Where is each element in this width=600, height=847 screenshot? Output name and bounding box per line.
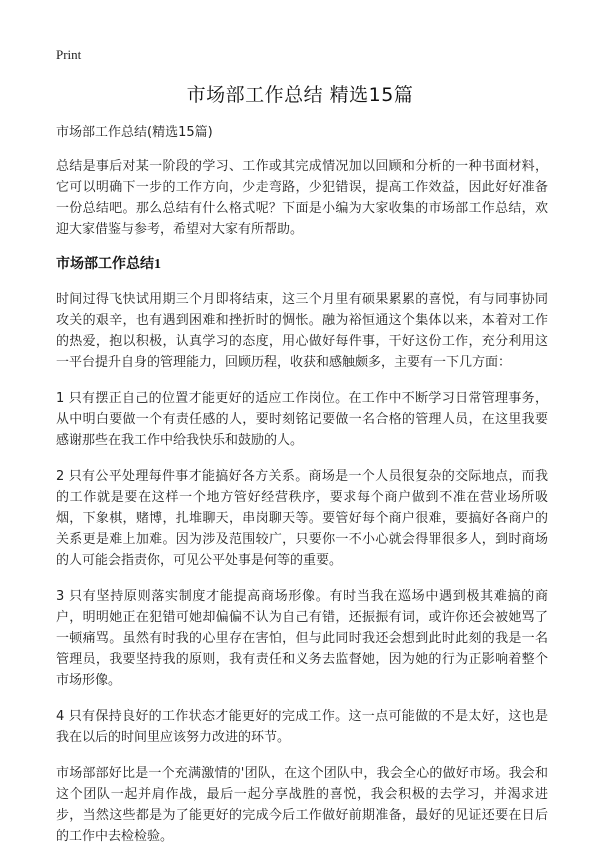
paragraph-point-4: 4 只有保持良好的工作状态才能更好的完成工作。这一点可能做的不是太好，这也是我在以后的时间里应该努力改进的环节。 xyxy=(56,709,548,745)
section-body xyxy=(56,289,548,847)
document-subtitle: 市场部工作总结(精选15篇) xyxy=(56,125,213,140)
section-heading: 市场部工作总结1 xyxy=(56,257,161,272)
page-title: 市场部工作总结 精选15篇 xyxy=(186,84,414,106)
paragraph-point-1: 1 只有摆正自己的位置才能更好的适应工作岗位。在工作中不断学习日常管理事务，从中明白要做一个有责任感的人，要时刻铭记要做一名合格的管理人员，在这里我要感谢那些在我工作中给我快乐和鼓励的人。 xyxy=(56,391,548,448)
print-link[interactable]: Print xyxy=(56,47,82,62)
paragraph-closing: 市场部部好比是一个充满激情的'团队，在这个团队中，我会全心的做好市场。我会和这个团队一起并肩作战，最后一起分享战胜的喜悦，我会积极的去学习，并渴求进步，当然这些都是为了能更好的完成今后工作做好前期准备，最好的见证还要在日后的工作中去检检验。 xyxy=(56,766,548,844)
paragraph-point-3: 3 只有坚持原则落实制度才能提高商场形像。有时当我在巡场中遇到极其难搞的商户，明明她正在犯错可她却偏偏不认为自己有错，还振振有词，或许你还会被她骂了一顿痛骂。虽然有时我的心里存在害怕，但与此同时我还会想到此时此刻的我是一名管理员，我要坚持我的原则，我有责任和义务去监督她，因为她的行为正影响着整个市场形像。 xyxy=(56,589,548,688)
paragraph-point-2: 2 只有公平处理每件事才能搞好各方关系。商场是一个人员很复杂的交际地点，而我的工作就是要在这样一个地方管好经营秩序，要求每个商户做到不准在营业场所吸烟，下象棋，赌博，扎堆聊天，串岗聊天等。要管好每个商户很难，要搞好各商户的关系更是难上加难。因为涉及范围较广，只要你一不小心就会得罪很多人，到时商场的人可能会指责你，可见公平处事是何等的重要。 xyxy=(56,469,548,568)
paragraph-opening: 时间过得飞快试用期三个月即将结束，这三个月里有硕果累累的喜悦，有与同事协同攻关的艰辛，也有遇到困难和挫折时的惆怅。融为裕恒通这个集体以来，本着对工作的热爱，抱以积极，认真学习的态度，用心做好每件事，干好这份工作，充分利用这一平台提升自身的管理能力，回顾历程，收获和感触颇多，主要有一下几方面： xyxy=(56,292,548,370)
intro-paragraph: 总结是事后对某一阶段的学习、工作或其完成情况加以回顾和分析的一种书面材料，它可以明确下一步的工作方向，少走弯路，少犯错误，提高工作效益，因此好好准备一份总结吧。那么总结有什么格式呢？下面是小编为大家收集的市场部工作总结，欢迎大家借鉴与参考，希望对大家有所帮助。 xyxy=(56,159,548,237)
document-body xyxy=(56,122,548,847)
